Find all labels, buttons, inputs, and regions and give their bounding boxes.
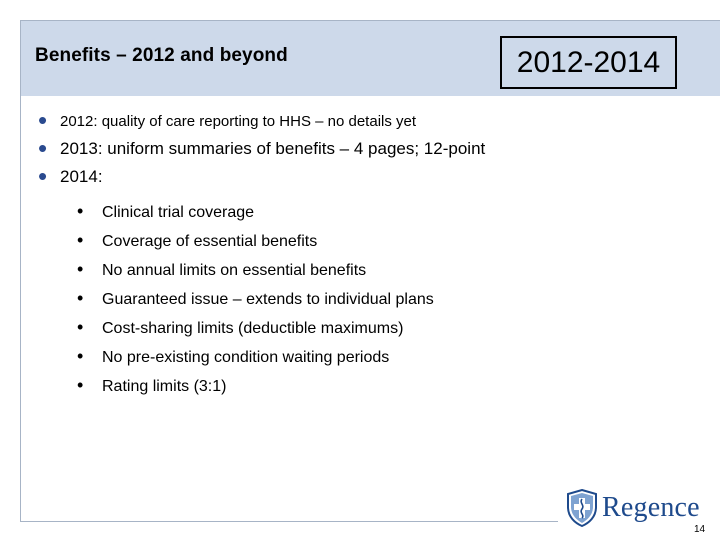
- sub-bullet-dot-icon: •: [77, 375, 84, 395]
- sub-bullet-item: [77, 227, 677, 256]
- sub-bullet-dot-icon: •: [77, 201, 84, 221]
- frame-left-line: [20, 20, 21, 522]
- sub-bullet-item: [77, 198, 677, 227]
- sub-bullet-text: Clinical trial coverage: [102, 204, 255, 221]
- bullet-item: [38, 135, 688, 163]
- frame-bottom-line: [20, 521, 558, 522]
- sub-bullet-text: Cost-sharing limits (deductible maximums): [102, 320, 404, 337]
- bullet-text: 2013: uniform summaries of benefits – 4 pages; 12-point: [60, 139, 486, 158]
- sub-bullet-item: [77, 314, 677, 343]
- sub-bullet-dot-icon: •: [77, 230, 84, 250]
- sub-bullet-dot-icon: •: [77, 317, 84, 337]
- sub-bullet-dot-icon: •: [77, 288, 84, 308]
- sub-bullet-item: [77, 343, 677, 372]
- shield-cross-icon: [566, 489, 598, 527]
- sub-bullet-item: [77, 372, 677, 401]
- bullet-list: [38, 107, 688, 191]
- regence-logo: [566, 488, 700, 528]
- bullet-dot-icon: •: [38, 133, 48, 163]
- sub-bullet-dot-icon: •: [77, 346, 84, 366]
- sub-bullet-text: No pre-existing condition waiting periods: [102, 349, 390, 366]
- bullet-dot-icon: •: [38, 105, 48, 135]
- bullet-text: 2012: quality of care reporting to HHS – no details yet: [60, 113, 417, 130]
- slide-title: Benefits – 2012 and beyond: [35, 45, 288, 66]
- sub-bullet-text: No annual limits on essential benefits: [102, 262, 367, 279]
- bullet-text: 2014:: [60, 167, 103, 186]
- sub-bullet-dot-icon: •: [77, 259, 84, 279]
- sub-bullet-text: Guaranteed issue – extends to individual plans: [102, 291, 434, 308]
- bullet-item: [38, 107, 688, 135]
- sub-bullet-text: Coverage of essential benefits: [102, 233, 318, 250]
- sub-bullet-list: [77, 198, 677, 401]
- bullet-dot-icon: •: [38, 161, 48, 191]
- sub-bullet-item: [77, 256, 677, 285]
- bullet-item: [38, 163, 688, 191]
- page-number: 14: [694, 524, 706, 535]
- sub-bullet-text: Rating limits (3:1): [102, 378, 227, 395]
- frame-top-line: [20, 20, 720, 21]
- sub-bullet-item: [77, 285, 677, 314]
- brand-name: Regence: [602, 492, 700, 523]
- year-range-box: 2012-2014: [500, 36, 677, 89]
